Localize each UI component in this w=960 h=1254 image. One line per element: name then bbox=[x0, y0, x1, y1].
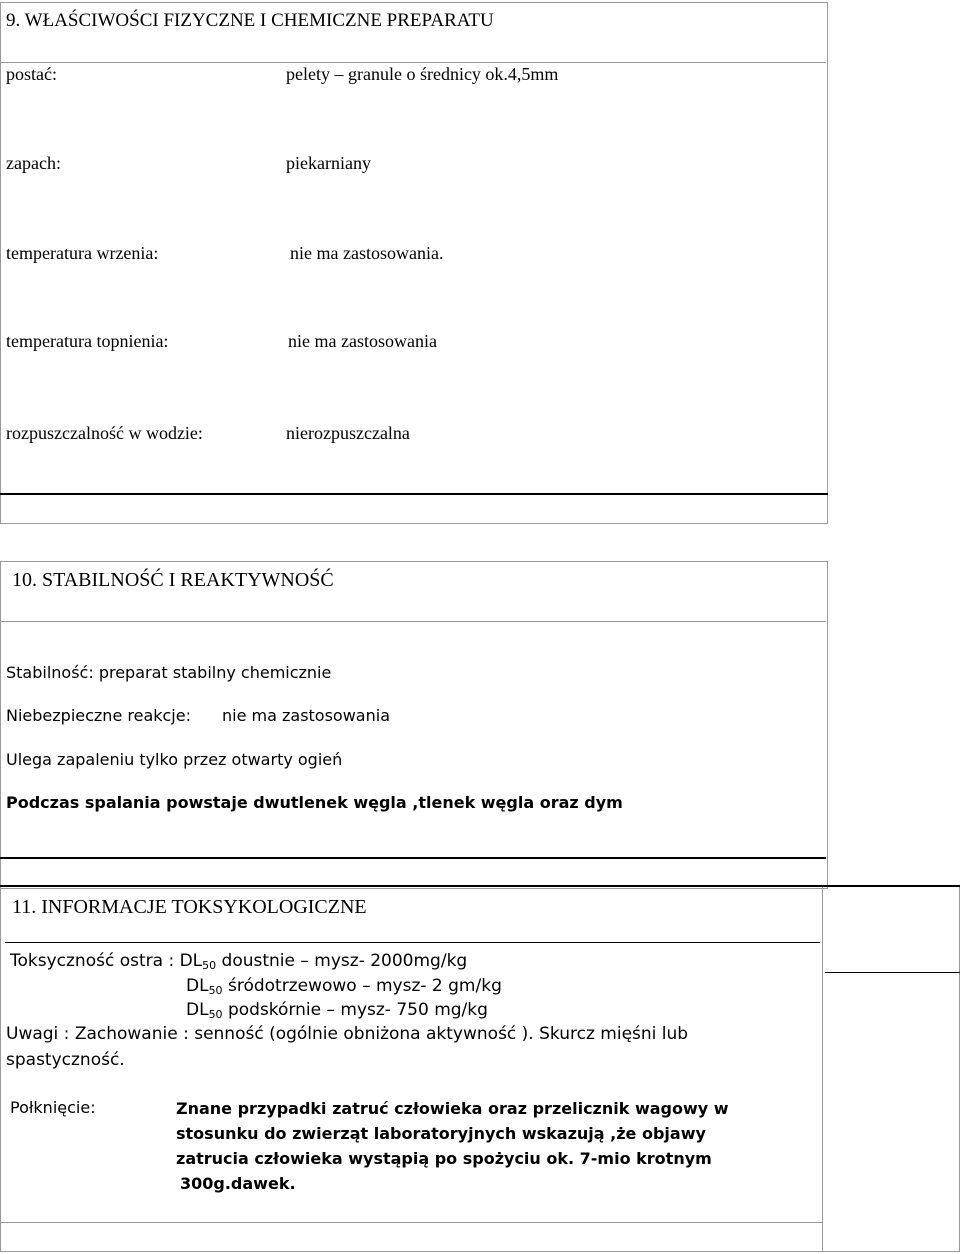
section10-title: 10. STABILNOŚĆ I REAKTYWNOŚĆ bbox=[12, 569, 334, 591]
section11-inner-rule bbox=[5, 942, 820, 943]
section11-bottom-rule bbox=[0, 1222, 822, 1223]
section9-bottom-rule bbox=[0, 493, 828, 495]
section9-title: 9. WŁAŚCIWOŚCI FIZYCZNE I CHEMICZNE PREPARATU bbox=[6, 10, 494, 31]
ignition-text: Ulega zapaleniu tylko przez otwarty ogień bbox=[6, 750, 343, 769]
section11-top-rule bbox=[0, 885, 960, 887]
toxicity-line-2 bbox=[186, 976, 502, 997]
section11-right-rule bbox=[825, 972, 960, 973]
stability-text: Stabilność: preparat stabilny chemicznie bbox=[6, 663, 332, 682]
swallow-line-2: stosunku do zwierząt laboratoryjnych wskazują ,że objawy bbox=[176, 1124, 706, 1143]
property-value-form: pelety – granule o średnicy ok.4,5mm bbox=[286, 64, 559, 84]
property-value-melting: nie ma zastosowania bbox=[288, 331, 437, 351]
swallow-line-4: 300g.dawek. bbox=[180, 1174, 296, 1193]
section10-header-divider bbox=[0, 621, 826, 622]
toxicity-line2-rest: śródotrzewowo – mysz- 2 gm/kg bbox=[222, 976, 502, 996]
swallow-line-3: zatrucia człowieka wystąpią po spożyciu ok. 7-mio krotnym bbox=[176, 1149, 712, 1168]
swallow-label: Połknięcie: bbox=[10, 1098, 96, 1117]
section10-frame bbox=[0, 561, 828, 889]
swallow-line-1: Znane przypadki zatruć człowieka oraz przelicznik wagowy w bbox=[176, 1099, 729, 1118]
section10-bottom-rule bbox=[0, 857, 826, 859]
toxicity-subscript: 50 bbox=[202, 959, 217, 972]
property-label-form: postać: bbox=[6, 64, 57, 84]
section11-right-column-divider bbox=[822, 886, 823, 1252]
property-value-boiling: nie ma zastosowania. bbox=[290, 243, 444, 263]
dl-subscript-2: 50 bbox=[208, 984, 223, 997]
reactions-label: Niebezpieczne reakcje: bbox=[6, 706, 191, 725]
property-label-melting: temperatura topnienia: bbox=[6, 331, 169, 351]
property-value-odor: piekarniany bbox=[286, 153, 371, 173]
notes-line-2: spastyczność. bbox=[6, 1050, 125, 1070]
toxicity-line3-rest: podskórnie – mysz- 750 mg/kg bbox=[222, 1000, 488, 1020]
section11-title: 11. INFORMACJE TOKSYKOLOGICZNE bbox=[12, 896, 367, 918]
toxicity-prefix: Toksyczność ostra : DL bbox=[10, 951, 203, 971]
notes-line-1: Uwagi : Zachowanie : senność (ogólnie obniżona aktywność ). Skurcz mięśni lub bbox=[6, 1024, 689, 1044]
toxicity-line1-rest: doustnie – mysz- 2000mg/kg bbox=[216, 951, 468, 971]
section9-header-divider bbox=[0, 62, 826, 63]
reactions-value: nie ma zastosowania bbox=[222, 706, 390, 725]
toxicity-line-3 bbox=[186, 1000, 488, 1021]
dl-label-2: DL bbox=[186, 976, 209, 996]
property-label-odor: zapach: bbox=[6, 153, 61, 173]
section11-frame bbox=[0, 886, 960, 1252]
property-label-solubility: rozpuszczalność w wodzie: bbox=[6, 423, 203, 443]
property-label-boiling: temperatura wrzenia: bbox=[6, 243, 159, 263]
dl-subscript-3: 50 bbox=[208, 1008, 223, 1021]
toxicity-line-1 bbox=[10, 951, 467, 972]
combustion-text: Podczas spalania powstaje dwutlenek węgla ,tlenek węgla oraz dym bbox=[6, 793, 623, 812]
property-value-solubility: nierozpuszczalna bbox=[286, 423, 410, 443]
dl-label-3: DL bbox=[186, 1000, 209, 1020]
